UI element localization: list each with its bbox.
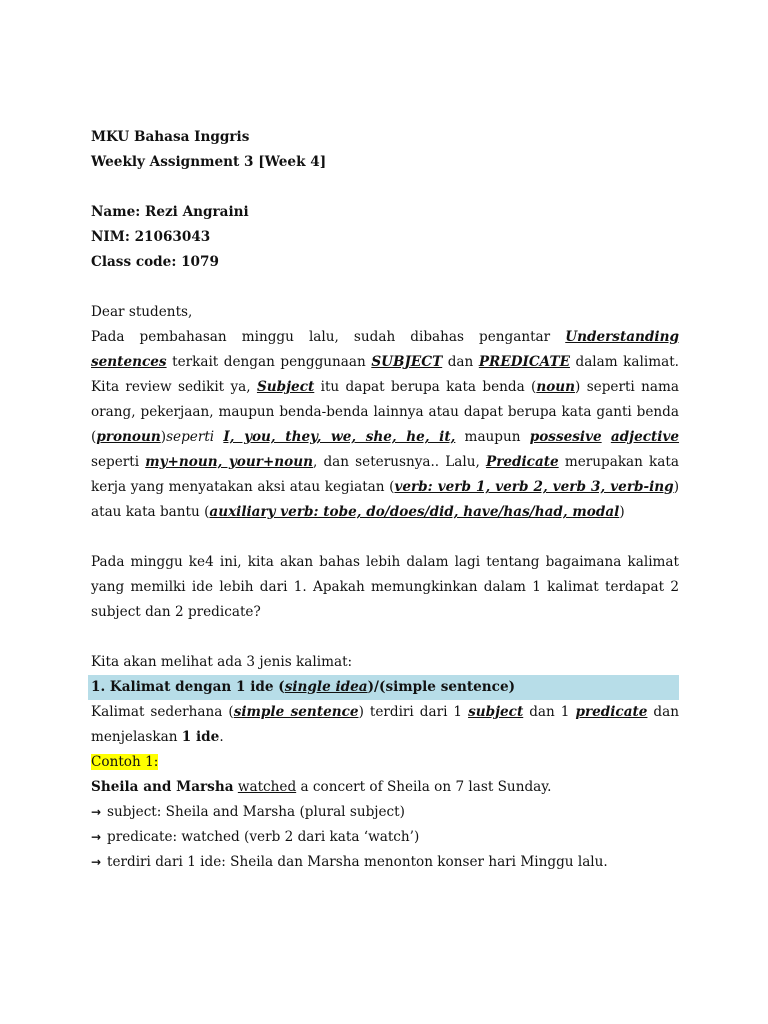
example-label-line bbox=[91, 750, 679, 775]
intro-paragraph: Pada pembahasan minggu lalu, sudah dibahas pengantar Understanding sentences terkait dengan penggunaan SUBJECT dan PREDICATE dalam kalimat. Kita review sedikit ya, Subject itu dapat berupa kata benda (noun) seperti nama orang, pekerjaan, maupun benda-benda lainnya atau dapat berupa kata ganti benda (pronoun)seperti I, you, they, we, she, he, it, maupun possesive adjective seperti my+noun, your+noun, dan seterusnya.. Lalu, Predicate merupakan kata kerja yang menyatakan aksi atau kegiatan (verb: verb 1, verb 2, verb 3, verb-ing) atau kata bantu (auxiliary verb: tobe, do/does/did, have/has/had, modal) bbox=[91, 329, 680, 520]
spacer bbox=[91, 275, 679, 300]
term-one-idea: 1 ide bbox=[181, 729, 220, 745]
term-predicate-3: predicate bbox=[575, 704, 648, 720]
spacer bbox=[91, 525, 679, 550]
term-single-idea: single idea bbox=[284, 679, 368, 695]
example-sentence: Sheila and Marsha watched a concert of Sheila on 7 last Sunday. bbox=[91, 779, 552, 795]
class-code: Class code: 1079 bbox=[91, 254, 219, 270]
arrow-right-icon: → bbox=[91, 830, 102, 844]
term-subject-3: subject bbox=[468, 704, 524, 720]
student-name: Name: Rezi Angraini bbox=[91, 204, 249, 220]
term-possesive: possesive bbox=[529, 429, 602, 445]
arrow-right-icon: → bbox=[91, 805, 102, 819]
section-description: Kalimat sederhana (simple sentence) terdiri dari 1 subject dan 1 predicate dan menjelaskan 1 ide. bbox=[91, 704, 679, 745]
term-subject: SUBJECT bbox=[371, 354, 443, 370]
document-page bbox=[91, 125, 679, 875]
greeting: Dear students, bbox=[91, 304, 193, 320]
course-title: MKU Bahasa Inggris bbox=[91, 129, 250, 145]
term-understanding: Understanding bbox=[565, 329, 679, 345]
arrow-right-icon: → bbox=[91, 855, 102, 869]
term-simple-sentence: simple sentence bbox=[233, 704, 359, 720]
spacer bbox=[91, 175, 679, 200]
section-heading: 1. Kalimat dengan 1 ide (single idea)/(simple sentence) bbox=[88, 675, 679, 700]
bullet-item: → subject: Sheila and Marsha (plural subject) bbox=[91, 800, 679, 825]
bullet-item: → predicate: watched (verb 2 dari kata ‘watch’) bbox=[91, 825, 679, 850]
example-verb: watched bbox=[237, 779, 297, 795]
term-pronoun-list: I, you, they, we, she, he, it, bbox=[223, 429, 456, 445]
bullet-item: → terdiri dari 1 ide: Sheila dan Marsha menonton konser hari Minggu lalu. bbox=[91, 850, 679, 875]
term-adjective: adjective bbox=[610, 429, 680, 445]
term-verbs: verb: verb 1, verb 2, verb 3, verb-ing bbox=[394, 479, 674, 495]
term-predicate-2: Predicate bbox=[485, 454, 559, 470]
term-pronoun: pronoun bbox=[96, 429, 161, 445]
paragraph-week4: Pada minggu ke4 ini, kita akan bahas lebih dalam lagi tentang bagaimana kalimat yang memilki ide lebih dari 1. Apakah memungkinkan dalam 1 kalimat terdapat 2 subject dan 2 predicate? bbox=[91, 554, 679, 620]
assignment-title: Weekly Assignment 3 [Week 4] bbox=[91, 154, 327, 170]
student-nim: NIM: 21063043 bbox=[91, 229, 211, 245]
example-subject: Sheila and Marsha bbox=[91, 779, 234, 795]
paragraph-types: Kita akan melihat ada 3 jenis kalimat: bbox=[91, 654, 353, 670]
example-label: Contoh 1: bbox=[91, 754, 159, 770]
spacer bbox=[91, 625, 679, 650]
term-auxiliary: auxiliary verb: tobe, do/does/did, have/has/had, modal bbox=[209, 504, 620, 520]
term-examples: my+noun, your+noun bbox=[145, 454, 314, 470]
term-noun: noun bbox=[536, 379, 576, 395]
term-predicate: PREDICATE bbox=[478, 354, 570, 370]
term-subject-2: Subject bbox=[256, 379, 315, 395]
term-sentences: sentences bbox=[91, 354, 167, 370]
